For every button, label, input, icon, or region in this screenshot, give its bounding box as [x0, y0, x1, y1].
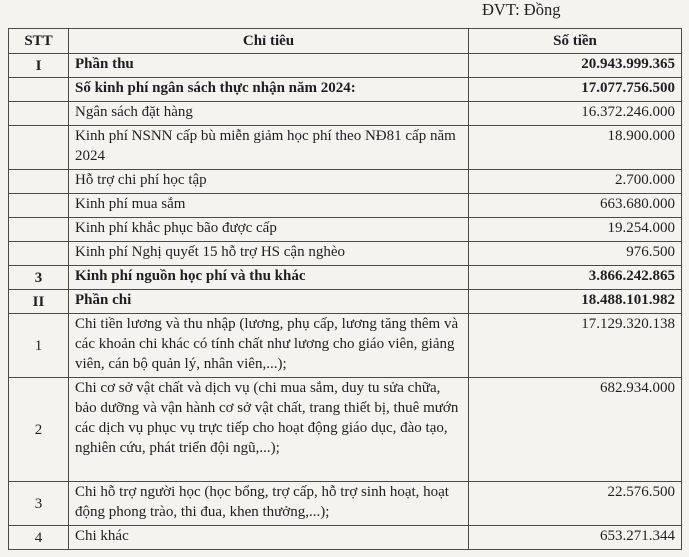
row-amount: 19.254.000 [469, 218, 682, 242]
row-stt: II [9, 290, 69, 314]
row-label: Số kinh phí ngân sách thực nhận năm 2024: [69, 78, 469, 102]
row-label: Ngân sách đặt hàng [69, 102, 469, 126]
row-label: Kinh phí nguồn học phí và thu khác [69, 266, 469, 290]
row-label: Chi hỗ trợ người học (học bổng, trợ cấp, hỗ trợ sinh hoạt, hoạt động phong trào, thi đua, khen thưởng,...); [69, 482, 469, 526]
row-amount: 20.943.999.365 [469, 54, 682, 78]
row-stt: 2 [9, 378, 69, 482]
row-amount: 16.372.246.000 [469, 102, 682, 126]
row-label: Kinh phí NSNN cấp bù miễn giảm học phí theo NĐ81 cấp năm 2024 [69, 126, 469, 170]
row-label: Kinh phí mua sắm [69, 194, 469, 218]
row-stt [9, 242, 69, 266]
row-stt: I [9, 54, 69, 78]
row-amount: 17.129.320.138 [469, 314, 682, 378]
row-label: Chi cơ sở vật chất và dịch vụ (chi mua sắm, duy tu sửa chữa, bảo dưỡng và vận hành cơ sở vật chất, trang thiết bị, thuê mướn các dịch vụ phục vụ trực tiếp cho hoạt động giáo dục, đào tạo, nghiên cứu, phát triển đội ngũ,...); [69, 378, 469, 482]
budget-table [8, 28, 682, 550]
table-row [9, 290, 682, 314]
row-amount: 976.500 [469, 242, 682, 266]
row-stt [9, 170, 69, 194]
header-stt: STT [9, 29, 69, 54]
table-row [9, 218, 682, 242]
table-row [9, 54, 682, 78]
row-label: Phần chi [69, 290, 469, 314]
table-row [9, 526, 682, 550]
row-amount: 682.934.000 [469, 378, 682, 482]
row-amount: 18.488.101.982 [469, 290, 682, 314]
row-stt [9, 194, 69, 218]
row-stt: 1 [9, 314, 69, 378]
row-stt: 4 [9, 526, 69, 550]
row-label: Kinh phí khắc phục bão được cấp [69, 218, 469, 242]
table-row [9, 78, 682, 102]
header-so-tien: Số tiền [469, 29, 682, 54]
table-body [9, 54, 682, 550]
row-amount: 663.680.000 [469, 194, 682, 218]
table-row [9, 102, 682, 126]
row-stt [9, 218, 69, 242]
row-label: Chi tiền lương và thu nhập (lương, phụ cấp, lương tăng thêm và các khoản chi khác có tính chất như lương cho giáo viên, giảng viên, cán bộ quản lý, nhân viên,...); [69, 314, 469, 378]
row-amount: 22.576.500 [469, 482, 682, 526]
row-amount: 3.866.242.865 [469, 266, 682, 290]
table-row [9, 194, 682, 218]
row-stt [9, 78, 69, 102]
row-stt [9, 102, 69, 126]
table-row [9, 314, 682, 378]
row-label: Hỗ trợ chi phí học tập [69, 170, 469, 194]
table-row [9, 482, 682, 526]
row-stt: 3 [9, 482, 69, 526]
row-amount: 2.700.000 [469, 170, 682, 194]
table-header-row [9, 29, 682, 54]
table-row [9, 170, 682, 194]
row-label: Kinh phí Nghị quyết 15 hỗ trợ HS cận nghèo [69, 242, 469, 266]
table-row [9, 378, 682, 482]
header-chi-tieu: Chỉ tiêu [69, 29, 469, 54]
row-label: Chi khác [69, 526, 469, 550]
row-stt [9, 126, 69, 170]
table-row [9, 266, 682, 290]
table-row [9, 126, 682, 170]
table-row [9, 242, 682, 266]
row-stt: 3 [9, 266, 69, 290]
row-amount: 17.077.756.500 [469, 78, 682, 102]
row-amount: 18.900.000 [469, 126, 682, 170]
row-label: Phần thu [69, 54, 469, 78]
unit-label: ĐVT: Đồng [482, 0, 561, 19]
row-amount: 653.271.344 [469, 526, 682, 550]
